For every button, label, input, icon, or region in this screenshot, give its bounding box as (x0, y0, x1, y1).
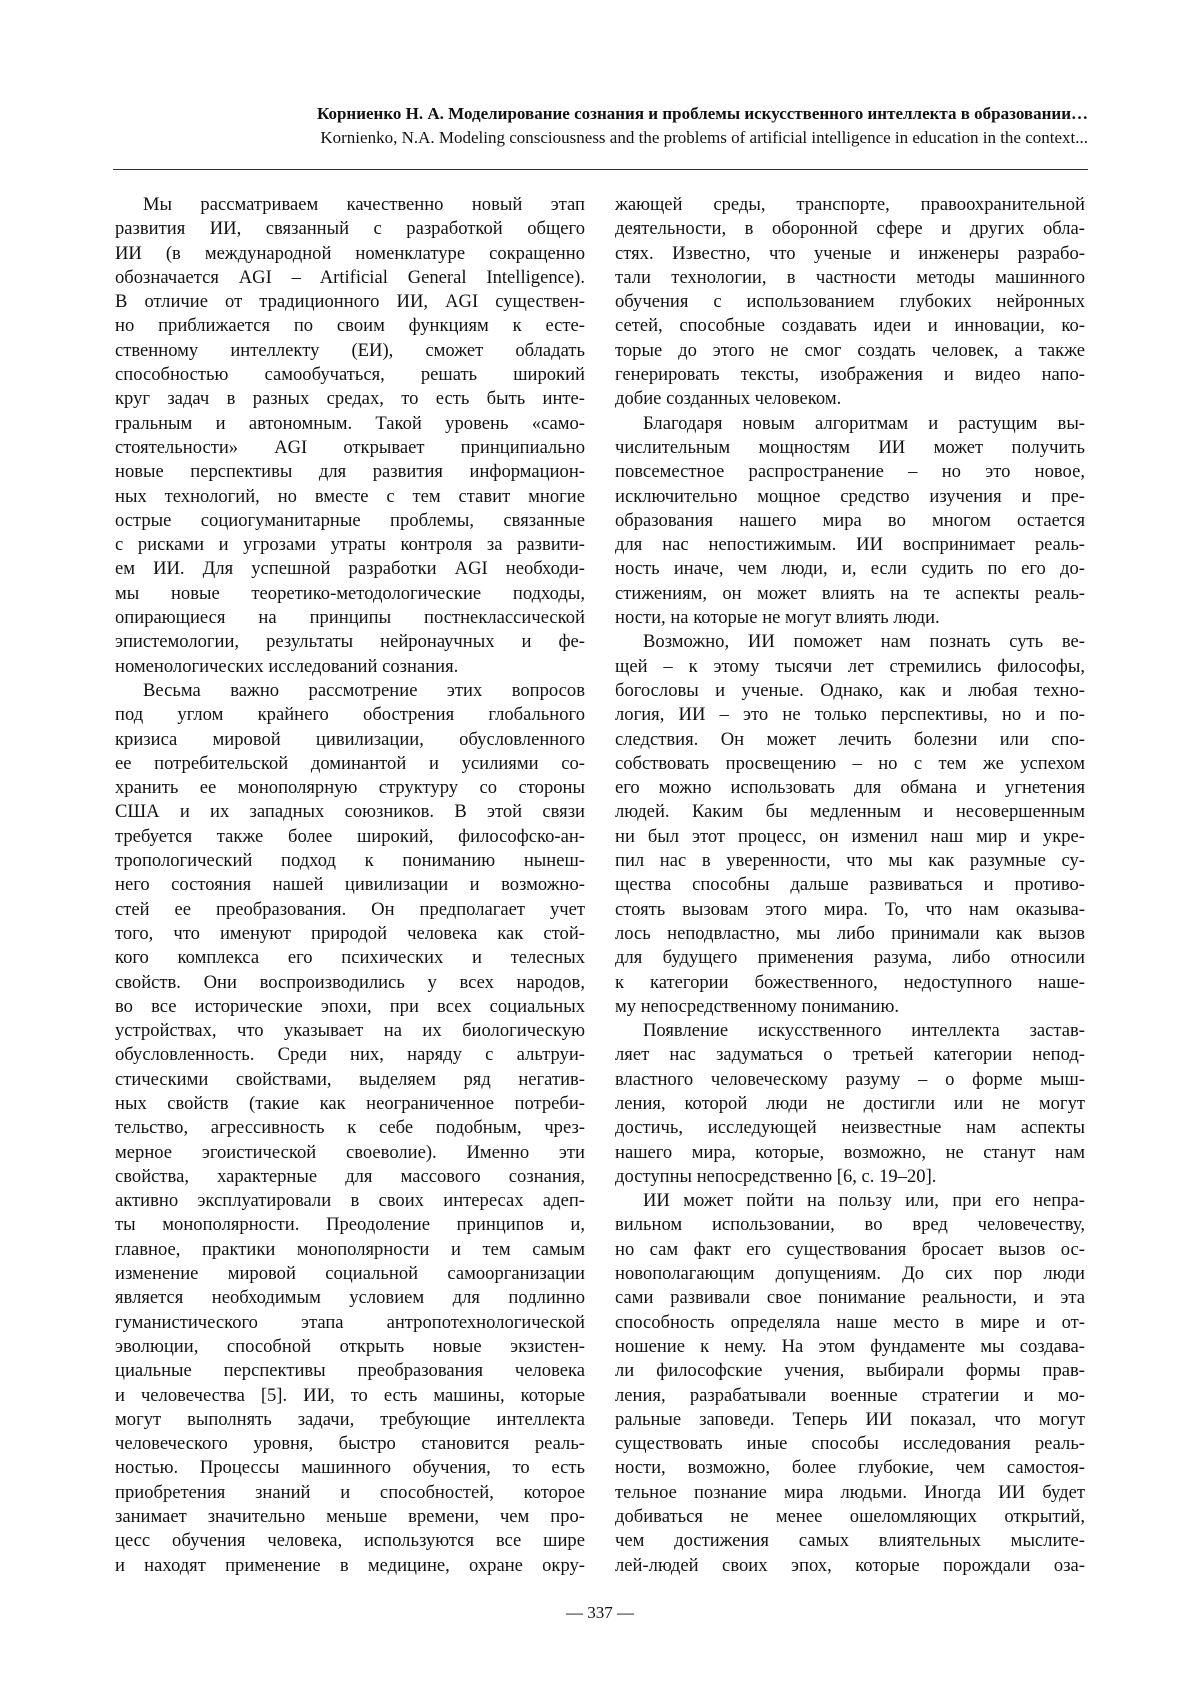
left-text-column (115, 193, 585, 1578)
text-line: тельное познание мира людьми. Иногда ИИ будет (615, 1481, 1085, 1505)
paragraph (615, 1189, 1085, 1578)
text-line: изменение мировой социальной самоорганизации (115, 1262, 585, 1286)
header-divider (113, 169, 1088, 170)
text-line: могут выполнять задачи, требующие интеллекта (115, 1408, 585, 1432)
running-header-title-en: Kornienko, N.A. Modeling consciousness and the problems of artificial intelligence in education in the context... (320, 128, 1088, 148)
text-line: собствовать просвещению – но с тем же успехом (615, 752, 1085, 776)
text-line: генерировать тексты, изображения и видео напо- (615, 363, 1085, 387)
paragraph (615, 630, 1085, 1019)
text-line: США и их западных союзников. В этой связи (115, 800, 585, 824)
text-line: тали технологии, в частности методы машинного (615, 266, 1085, 290)
text-line: развития ИИ, связанный с разработкой общего (115, 217, 585, 241)
text-line: лось неподвластно, мы либо принимали как вызов (615, 922, 1085, 946)
text-line: В отличие от традиционного ИИ, AGI существен- (115, 290, 585, 314)
text-line: того, что именуют природой человека как стой- (115, 922, 585, 946)
text-line: Благодаря новым алгоритмам и растущим вы- (615, 412, 1085, 436)
text-line: существовать иные способы исследования реаль- (615, 1432, 1085, 1456)
text-line: ношение к нему. На этом фундаменте мы создава- (615, 1335, 1085, 1359)
text-line: тельство, агрессивность к себе подобным, чрез- (115, 1116, 585, 1140)
text-line: исключительно мощное средство изучения и пре- (615, 485, 1085, 509)
text-line: жающей среды, транспорте, правоохранительной (615, 193, 1085, 217)
text-line: Возможно, ИИ поможет нам познать суть ве- (615, 630, 1085, 654)
text-line: с рисками и угрозами утраты контроля за развити- (115, 533, 585, 557)
text-line: активно эксплуатировали в своих интересах адеп- (115, 1189, 585, 1213)
text-line: богословы и ученые. Однако, как и любая техно- (615, 679, 1085, 703)
text-line: для нас непостижимым. ИИ воспринимает реаль- (615, 533, 1085, 557)
text-line: эпистемологии, результаты нейронаучных и фе- (115, 630, 585, 654)
text-line: ты монополярности. Преодоление принципов и, (115, 1213, 585, 1237)
text-line: ных свойств (такие как неограниченное потреби- (115, 1092, 585, 1116)
text-line: стоятельности» AGI открывает принципиально (115, 436, 585, 460)
text-line: нашего мира, которые, возможно, не станут нам (615, 1141, 1085, 1165)
text-line: его можно использовать для обмана и угнетения (615, 776, 1085, 800)
text-line: стижениям, он может влиять на те аспекты реаль- (615, 582, 1085, 606)
text-line: занимает значительно меньше времени, чем про- (115, 1505, 585, 1529)
text-line: для будущего применения разума, либо относили (615, 946, 1085, 970)
text-line: людей. Каким бы медленным и несовершенным (615, 800, 1085, 824)
text-line: стей ее преобразования. Он предполагает учет (115, 898, 585, 922)
text-line: сетей, способные создавать идеи и инновации, ко- (615, 314, 1085, 338)
text-line: круг задач в разных средах, то есть быть инте- (115, 387, 585, 411)
text-line: ностью. Процессы машинного обучения, то есть (115, 1456, 585, 1480)
text-line: стоять вызовам этого мира. То, что нам оказыва- (615, 898, 1085, 922)
text-line: него состояния нашей цивилизации и возможно- (115, 873, 585, 897)
text-line: во все исторические эпохи, при всех социальных (115, 995, 585, 1019)
text-line: человеческого уровня, быстро становится реаль- (115, 1432, 585, 1456)
text-line: ности, на которые не могут влиять люди. (615, 606, 1085, 630)
text-line: кризиса мировой цивилизации, обусловленного (115, 728, 585, 752)
text-line: образования нашего мира во многом остается (615, 509, 1085, 533)
text-line: стях. Известно, что ученые и инженеры разрабо- (615, 242, 1085, 266)
text-line: вильном использовании, во вред человечеству, (615, 1213, 1085, 1237)
paragraph (115, 193, 585, 679)
text-line: эволюции, способной открыть новые экзистен- (115, 1335, 585, 1359)
text-line: щества способны дальше развиваться и противо- (615, 873, 1085, 897)
text-line: добие созданных человеком. (615, 387, 1085, 411)
text-line: но сам факт его существования бросает вызов ос- (615, 1238, 1085, 1262)
text-line: тропологический подход к пониманию нынеш- (115, 849, 585, 873)
text-line: ность иначе, чем люди, и, если судить по его до- (615, 557, 1085, 581)
text-line: логия, ИИ – это не только перспективы, но и по- (615, 703, 1085, 727)
text-line: числительным мощностям ИИ может получить (615, 436, 1085, 460)
text-line: номенологических исследований сознания. (115, 655, 585, 679)
text-line: острые социогуманитарные проблемы, связанные (115, 509, 585, 533)
text-line: ем ИИ. Для успешной разработки AGI необходи- (115, 557, 585, 581)
text-line: повсеместное распространение – но это новое, (615, 460, 1085, 484)
text-line: главное, практики монополярности и тем самым (115, 1238, 585, 1262)
text-line: чем достижения самых влиятельных мыслите- (615, 1529, 1085, 1553)
text-line: ИИ может пойти на пользу или, при его непра- (615, 1189, 1085, 1213)
text-line: Появление искусственного интеллекта застав- (615, 1019, 1085, 1043)
paragraph (615, 1019, 1085, 1189)
text-line: гуманистического этапа антропотехнологической (115, 1311, 585, 1335)
text-line: хранить ее монополярную структуру со стороны (115, 776, 585, 800)
paragraph (615, 193, 1085, 412)
text-line: новые перспективы для развития информацион- (115, 460, 585, 484)
text-line: ральные заповеди. Теперь ИИ показал, что могут (615, 1408, 1085, 1432)
text-line: кого комплекса его психических и телесных (115, 946, 585, 970)
text-line: сами развивали свое понимание реальности, и эта (615, 1286, 1085, 1310)
text-line: мы новые теоретико-методологические подходы, (115, 582, 585, 606)
paragraph (115, 679, 585, 1578)
text-line: деятельности, в оборонной сфере и других обла- (615, 217, 1085, 241)
text-line: свойств. Они воспроизводились у всех народов, (115, 971, 585, 995)
text-line: ных технологий, но вместе с тем ставит многие (115, 485, 585, 509)
text-line: ственному интеллекту (ЕИ), сможет обладать (115, 339, 585, 363)
text-line: требуется также более широкий, философско-ан- (115, 825, 585, 849)
text-line: властного человеческому разуму – о форме мыш- (615, 1068, 1085, 1092)
text-line: Весьма важно рассмотрение этих вопросов (115, 679, 585, 703)
right-text-column (615, 193, 1085, 1578)
text-line: свойства, характерные для массового сознания, (115, 1165, 585, 1189)
text-line: мерное эгоистической своеволие). Именно эти (115, 1141, 585, 1165)
text-line: под углом крайнего обострения глобального (115, 703, 585, 727)
text-line: Мы рассматриваем качественно новый этап (115, 193, 585, 217)
text-line: к категории божественного, недоступного наше- (615, 971, 1085, 995)
text-line: ИИ (в международной номенклатуре сокращенно (115, 242, 585, 266)
text-line: гральным и автономным. Такой уровень «само- (115, 412, 585, 436)
text-line: приобретения знаний и способностей, которое (115, 1481, 585, 1505)
paragraph (615, 412, 1085, 631)
text-line: ли философские учения, выбирали формы прав- (615, 1359, 1085, 1383)
text-line: добиваться не менее ошеломляющих открытий, (615, 1505, 1085, 1529)
text-line: и человечества [5]. ИИ, то есть машины, которые (115, 1384, 585, 1408)
text-line: торые до этого не смог создать человек, а также (615, 339, 1085, 363)
text-line: ления, разрабатывали военные стратегии и мо- (615, 1384, 1085, 1408)
text-line: следствия. Он может лечить болезни или спо- (615, 728, 1085, 752)
text-line: му непосредственному пониманию. (615, 995, 1085, 1019)
text-line: способность определяла наше место в мире и от- (615, 1311, 1085, 1335)
text-line: ности, возможно, более глубокие, чем самостоя- (615, 1456, 1085, 1480)
text-line: устройствах, что указывает на их биологическую (115, 1019, 585, 1043)
page-number: — 337 — (0, 1603, 1200, 1623)
text-line: обучения с использованием глубоких нейронных (615, 290, 1085, 314)
text-line: цесс обучения человека, используются все шире (115, 1529, 585, 1553)
text-line: ления, которой люди не достигли или не могут (615, 1092, 1085, 1116)
text-line: пил нас в уверенности, что мы как разумные су- (615, 849, 1085, 873)
text-line: новополагающим допущениям. До сих пор люди (615, 1262, 1085, 1286)
text-line: стическими свойствами, выделяем ряд негатив- (115, 1068, 585, 1092)
text-line: ляет нас задуматься о третьей категории непод- (615, 1043, 1085, 1067)
text-line: способностью самообучаться, решать широкий (115, 363, 585, 387)
text-line: и находят применение в медицине, охране окру- (115, 1554, 585, 1578)
text-line: доступны непосредственно [6, с. 19–20]. (615, 1165, 1085, 1189)
text-line: опирающиеся на принципы постнеклассической (115, 606, 585, 630)
text-line: циальные перспективы преобразования человека (115, 1359, 585, 1383)
text-line: лей-людей своих эпох, которые порождали оза- (615, 1554, 1085, 1578)
text-line: ни был этот процесс, он изменил наш мир и укре- (615, 825, 1085, 849)
text-line: ее потребительской доминантой и усилиями со- (115, 752, 585, 776)
text-line: обозначается AGI – Artificial General Intelligence). (115, 266, 585, 290)
text-line: обусловленность. Среди них, наряду с альтруи- (115, 1043, 585, 1067)
text-line: но приближается по своим функциям к есте- (115, 314, 585, 338)
text-line: достичь, исследующей неизвестные нам аспекты (615, 1116, 1085, 1140)
running-header-title-ru: Корниенко Н. А. Моделирование сознания и проблемы искусственного интеллекта в образовании… (317, 104, 1088, 124)
text-line: является необходимым условием для подлинно (115, 1286, 585, 1310)
text-line: щей – к этому тысячи лет стремились философы, (615, 655, 1085, 679)
